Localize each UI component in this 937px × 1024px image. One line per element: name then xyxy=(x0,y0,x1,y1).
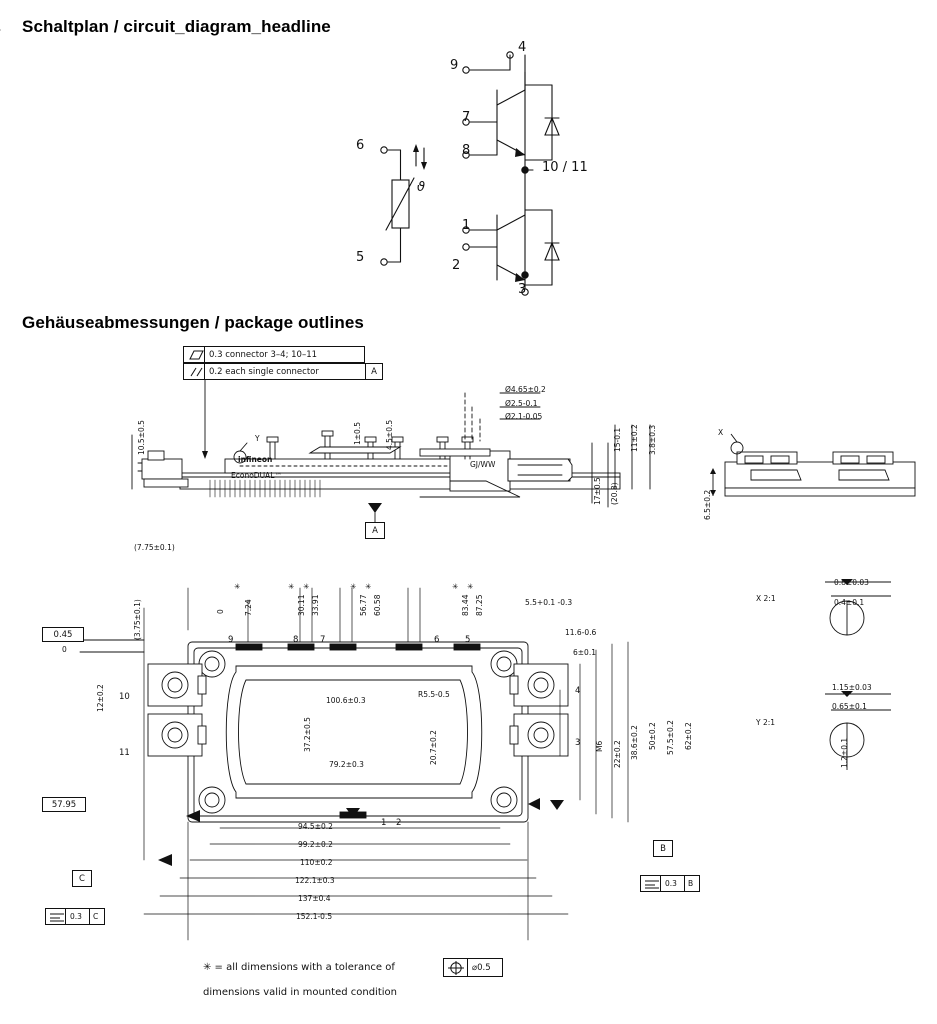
pin-11: 11 xyxy=(119,748,130,758)
dim-y-0.65: 0.65±0.1 xyxy=(832,702,867,711)
pin-7: 7 xyxy=(320,635,326,645)
detail-x-svg xyxy=(795,578,915,648)
dim-152.1: 152.1-0.5 xyxy=(296,912,333,921)
thermistor-symbol: ϑ xyxy=(417,180,426,195)
dim-zero-2: 0 xyxy=(216,609,225,614)
dim-M6: M6 xyxy=(595,740,604,752)
dim-12: 12±0.2 xyxy=(96,684,105,712)
dim-57.95-box: 57.95 xyxy=(42,797,86,812)
parallelogram-icon xyxy=(186,349,206,361)
pin-8: 8 xyxy=(293,635,299,645)
dim-3.75: (3.75±0.1) xyxy=(133,599,142,640)
infineon-logo: infineon xyxy=(238,455,273,464)
dim-15: 15-0.1 xyxy=(613,427,622,452)
pin-10: 10 xyxy=(119,692,130,702)
asterisk-2: ✳ xyxy=(288,582,295,591)
pin-1: 1 xyxy=(381,818,387,828)
dim-3.8: 3.8±0.3 xyxy=(648,424,657,455)
top-view-svg xyxy=(40,560,740,960)
dim-x-0.8: 0.8±0.03 xyxy=(834,578,869,587)
asterisk-4: ✳ xyxy=(350,582,357,591)
footnote-prefix: ✳ = all dimensions with a tolerance of xyxy=(203,962,395,973)
fcf-b-div2 xyxy=(684,875,685,892)
dim-7.75: (7.75±0.1) xyxy=(134,543,175,552)
pin-2: 2 xyxy=(396,818,402,828)
family-label: EconoDUAL™ xyxy=(231,471,282,480)
fcf-B-datum: B xyxy=(688,879,694,888)
dim-60.58: 60.58 xyxy=(373,594,382,616)
page-title-circuit: Schaltplan / circuit_diagram_headline xyxy=(22,17,331,36)
end-view-svg xyxy=(705,430,925,540)
dim-5.5: 5.5+0.1 -0.3 xyxy=(525,598,573,607)
terminal-label-1: 1 xyxy=(462,218,471,233)
asterisk-6: ✳ xyxy=(452,582,459,591)
terminal-label-9: 9 xyxy=(450,58,459,73)
page-title-package: Gehäuseabmessungen / package outlines xyxy=(22,313,364,332)
fcf-c-div2 xyxy=(89,908,90,925)
dim-94.5: 94.5±0.2 xyxy=(298,822,333,831)
datum-A-ref: A xyxy=(365,363,383,380)
dim-d2.5: Ø2.5-0.1 xyxy=(505,399,538,408)
dim-6.5: 6.5±0.2 xyxy=(703,489,712,520)
terminal-label-8: 8 xyxy=(462,143,471,158)
fcf-c-div1 xyxy=(65,908,66,925)
footnote-tolerance-value: ⌀0.5 xyxy=(472,963,491,973)
pin-5: 5 xyxy=(465,635,471,645)
dim-zero-top: 0 xyxy=(62,645,67,654)
terminal-label-7: 7 xyxy=(462,110,471,125)
fcf-C-datum: C xyxy=(93,912,99,921)
datum-C-box: C xyxy=(72,870,92,887)
dim-17: 17±0.5 xyxy=(593,477,602,505)
fcf-b-div1 xyxy=(660,875,661,892)
dim-d2.1: Ø2.1-0.05 xyxy=(505,412,543,421)
dim-33.91: 33.91 xyxy=(311,594,320,616)
dim-20.7: 20.7±0.2 xyxy=(429,730,438,765)
dim-122.1: 122.1±0.3 xyxy=(295,876,335,885)
terminal-label-4: 4 xyxy=(518,40,527,55)
dim-y-1.2: 1.2±0.1 xyxy=(840,737,849,768)
terminal-label-2: 2 xyxy=(452,258,461,273)
true-position-icon xyxy=(447,960,465,976)
dim-62: 62±0.2 xyxy=(684,722,693,750)
dim-87.25: 87.25 xyxy=(475,594,484,616)
dim-83.44: 83.44 xyxy=(461,594,470,616)
dim-x-0.4: 0.4±0.1 xyxy=(834,598,865,607)
dim-100.6: 100.6±0.3 xyxy=(326,696,366,705)
parallel-icon xyxy=(187,366,207,378)
dim-10.5: 10.5±0.5 xyxy=(137,420,146,455)
midpoint-label: 10 / 11 xyxy=(542,160,588,175)
dim-0.45-box: 0.45 xyxy=(42,627,84,642)
pin-3: 3 xyxy=(575,738,581,748)
dim-38.6: 38.6±0.2 xyxy=(630,725,639,760)
dim-30.11: 30.11 xyxy=(297,594,306,616)
dim-d4.65: Ø4.65±0.2 xyxy=(505,385,546,394)
dim-11.6: 11.6-0.6 xyxy=(565,628,597,637)
asterisk-3: ✳ xyxy=(303,582,310,591)
asterisk-1: ✳ xyxy=(234,582,241,591)
marking-label: GJ/WW xyxy=(470,460,496,469)
terminal-label-5: 5 xyxy=(356,250,365,265)
y-callout-label: Y xyxy=(255,434,260,443)
detail-x-title: X 2:1 xyxy=(756,594,776,603)
dim-1: 1±0.5 xyxy=(353,422,362,445)
dim-20.8: (20.8) xyxy=(610,482,619,505)
pin-6: 6 xyxy=(434,635,440,645)
fcf-B-value: 0.3 xyxy=(665,879,677,888)
datum-B-box: B xyxy=(653,840,673,857)
asterisk-5: ✳ xyxy=(365,582,372,591)
terminal-label-3: 3 xyxy=(518,282,527,297)
dim-50: 50±0.2 xyxy=(648,722,657,750)
dim-56.77: 56.77 xyxy=(359,594,368,616)
dim-4.5: 4.5±0.5 xyxy=(385,419,394,450)
dim-57.5: 57.5±0.2 xyxy=(666,720,675,755)
dim-37.2: 37.2±0.5 xyxy=(303,717,312,752)
dim-6: 6±0.1 xyxy=(573,648,596,657)
dim-R5.5: R5.5-0.5 xyxy=(418,690,450,699)
tolerance-value-2: 0.2 each single connector xyxy=(209,367,319,377)
dim-11: 11±0.2 xyxy=(630,424,639,452)
tolerance-value-1: 0.3 connector 3–4; 10–11 xyxy=(209,350,318,360)
fcf-C-value: 0.3 xyxy=(70,912,82,921)
dim-y-1.15: 1.15±0.03 xyxy=(832,683,872,692)
circuit-diagram-svg xyxy=(0,30,937,330)
dim-22: 22±0.2 xyxy=(613,740,622,768)
detail-y-title: Y 2:1 xyxy=(756,718,776,727)
dim-99.2: 99.2±0.2 xyxy=(298,840,333,849)
dim-7.24: 7.24 xyxy=(244,599,253,616)
dim-79.2: 79.2±0.3 xyxy=(329,760,364,769)
datum-A-box: A xyxy=(365,522,385,539)
asterisk-7: ✳ xyxy=(467,582,474,591)
footnote-frame-div xyxy=(467,958,468,977)
terminal-label-6: 6 xyxy=(356,138,365,153)
pin-4: 4 xyxy=(575,686,581,696)
dim-137: 137±0.4 xyxy=(298,894,331,903)
pin-9: 9 xyxy=(228,635,234,645)
dim-110: 110±0.2 xyxy=(300,858,333,867)
x-callout-label: X xyxy=(718,428,724,437)
footnote-line2: dimensions valid in mounted condition xyxy=(203,987,397,998)
